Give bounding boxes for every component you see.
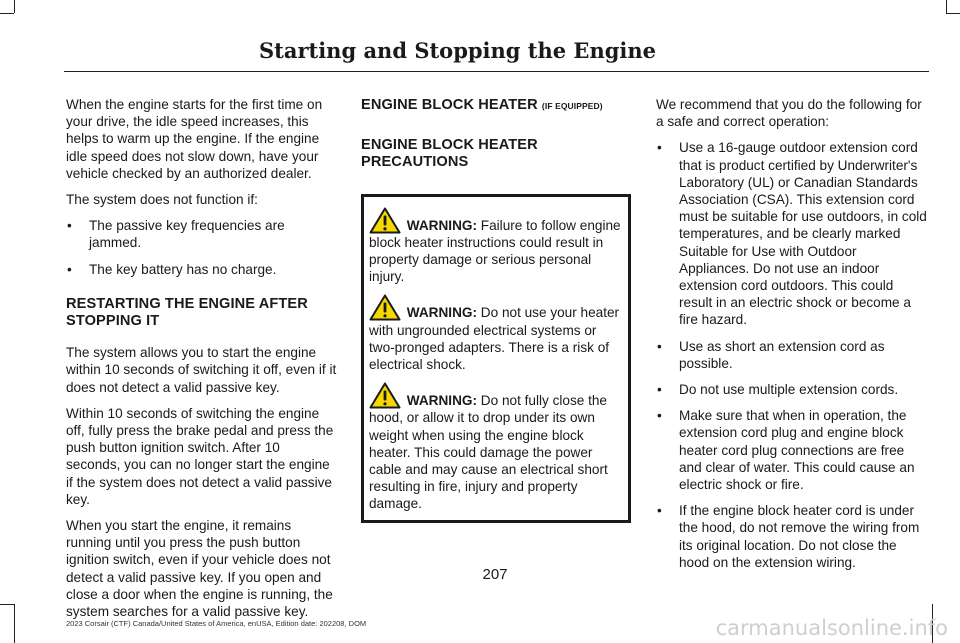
column-middle: [361, 96, 631, 523]
warning-text: Do not fully close the hood, or allow it to drop under its own weight when using the engine block heater. This could damage the power cable and may cause an electrical short resulting in fire, injury and property damage.: [369, 393, 608, 512]
restart-paragraph: The system allows you to start the engine within 10 seconds of switching it off, even if it does not detect a valid passive key.: [66, 345, 337, 395]
edition-footer: 2023 Corsair (CTF) Canada/United States of America, enUSA, Edition date: 202208, DOM: [66, 619, 367, 628]
page-number: 207: [482, 566, 508, 583]
warning-triangle-icon: [369, 382, 401, 409]
warning-triangle-icon: [369, 207, 401, 234]
recommendation-list: [656, 139, 928, 571]
warning-label: WARNING:: [406, 393, 478, 409]
list-item: • The key battery has no charge.: [66, 261, 338, 278]
crop-mark: [0, 604, 14, 605]
warning-item: [369, 382, 624, 512]
restart-heading: RESTARTING THE ENGINE AFTER STOPPING IT: [66, 295, 308, 330]
crop-mark: [14, 604, 15, 643]
warning-text: Do not use your heater with ungrounded electrical systems or two-pronged adapters. There is a risk of electrical shock.: [369, 305, 620, 373]
restart-paragraph: When you start the engine, it remains running until you press the push button ignition switch, even if your vehicle does not detect a valid passive key. If you open and close a door when the engine is running, the system searches for a valid passive key.: [66, 518, 333, 620]
list-item: • If the engine block heater cord is under the hood, do not remove the wiring from its original location. Do not close the hood on the extension wiring.: [656, 502, 928, 571]
list-item: • Do not use multiple extension cords.: [656, 381, 928, 398]
precautions-heading: ENGINE BLOCK HEATER PRECAUTIONS: [361, 137, 538, 171]
recommendation-intro: We recommend that you do the following for a safe and correct operation:: [656, 97, 922, 130]
warning-text: Failure to follow engine block heater instructions could result in property damage or serious personal injury.: [369, 217, 621, 285]
not-function-lead: The system does not function if:: [66, 192, 258, 208]
heading-text: ENGINE BLOCK HEATER: [361, 97, 538, 113]
header-rule: [64, 71, 929, 72]
list-item: • Use a 16-gauge outdoor extension cord that is product certified by Underwriter's Laboratory (UL) or Canadian Standards Association (CSA). This extension cord must be suitable for use outdoors, in cold temperatures, and be clearly marked Suitable for Use with Outdoor Appliances. Do not use an indoor extension cord outdoors. This could result in an electric shock or become a fire hazard.: [656, 139, 928, 328]
crop-mark: [0, 13, 14, 14]
crop-mark: [946, 0, 947, 13]
warning-triangle-icon: [369, 294, 401, 321]
watermark: carmanualsonline.info: [715, 616, 948, 640]
warning-item: [369, 294, 624, 373]
restart-paragraph: Within 10 seconds of switching the engine off, fully press the brake pedal and press the push button ignition switch. After 10 seconds, you can no longer start the engine if the system does not detect a valid passive key.: [66, 405, 334, 507]
warning-label: WARNING:: [406, 217, 478, 233]
engine-block-heater-heading: [361, 97, 631, 115]
list-item: • Use as short an extension cord as possible.: [656, 338, 928, 372]
column-left: [66, 96, 338, 629]
crop-mark: [946, 13, 960, 14]
list-item: • The passive key frequencies are jammed.: [66, 217, 338, 251]
not-function-list: [66, 217, 338, 278]
list-item: • Make sure that when in operation, the extension cord plug and engine block heater cord plug connections are free and clear of water. This could cause an electric shock or fire.: [656, 407, 928, 493]
page-section-title: Starting and Stopping the Engine: [258, 38, 656, 63]
warning-box: [361, 194, 631, 523]
idle-speed-paragraph: When the engine starts for the first time on your drive, the idle speed increases, this helps to warm up the engine. If the engine idle speed does not slow down, have your vehicle checked by an authorized dealer.: [66, 97, 323, 181]
heading-suffix: (IF EQUIPPED): [541, 101, 603, 111]
crop-mark: [14, 0, 15, 13]
warning-item: [369, 207, 624, 286]
warning-label: WARNING:: [406, 305, 478, 321]
column-right: [656, 96, 928, 580]
